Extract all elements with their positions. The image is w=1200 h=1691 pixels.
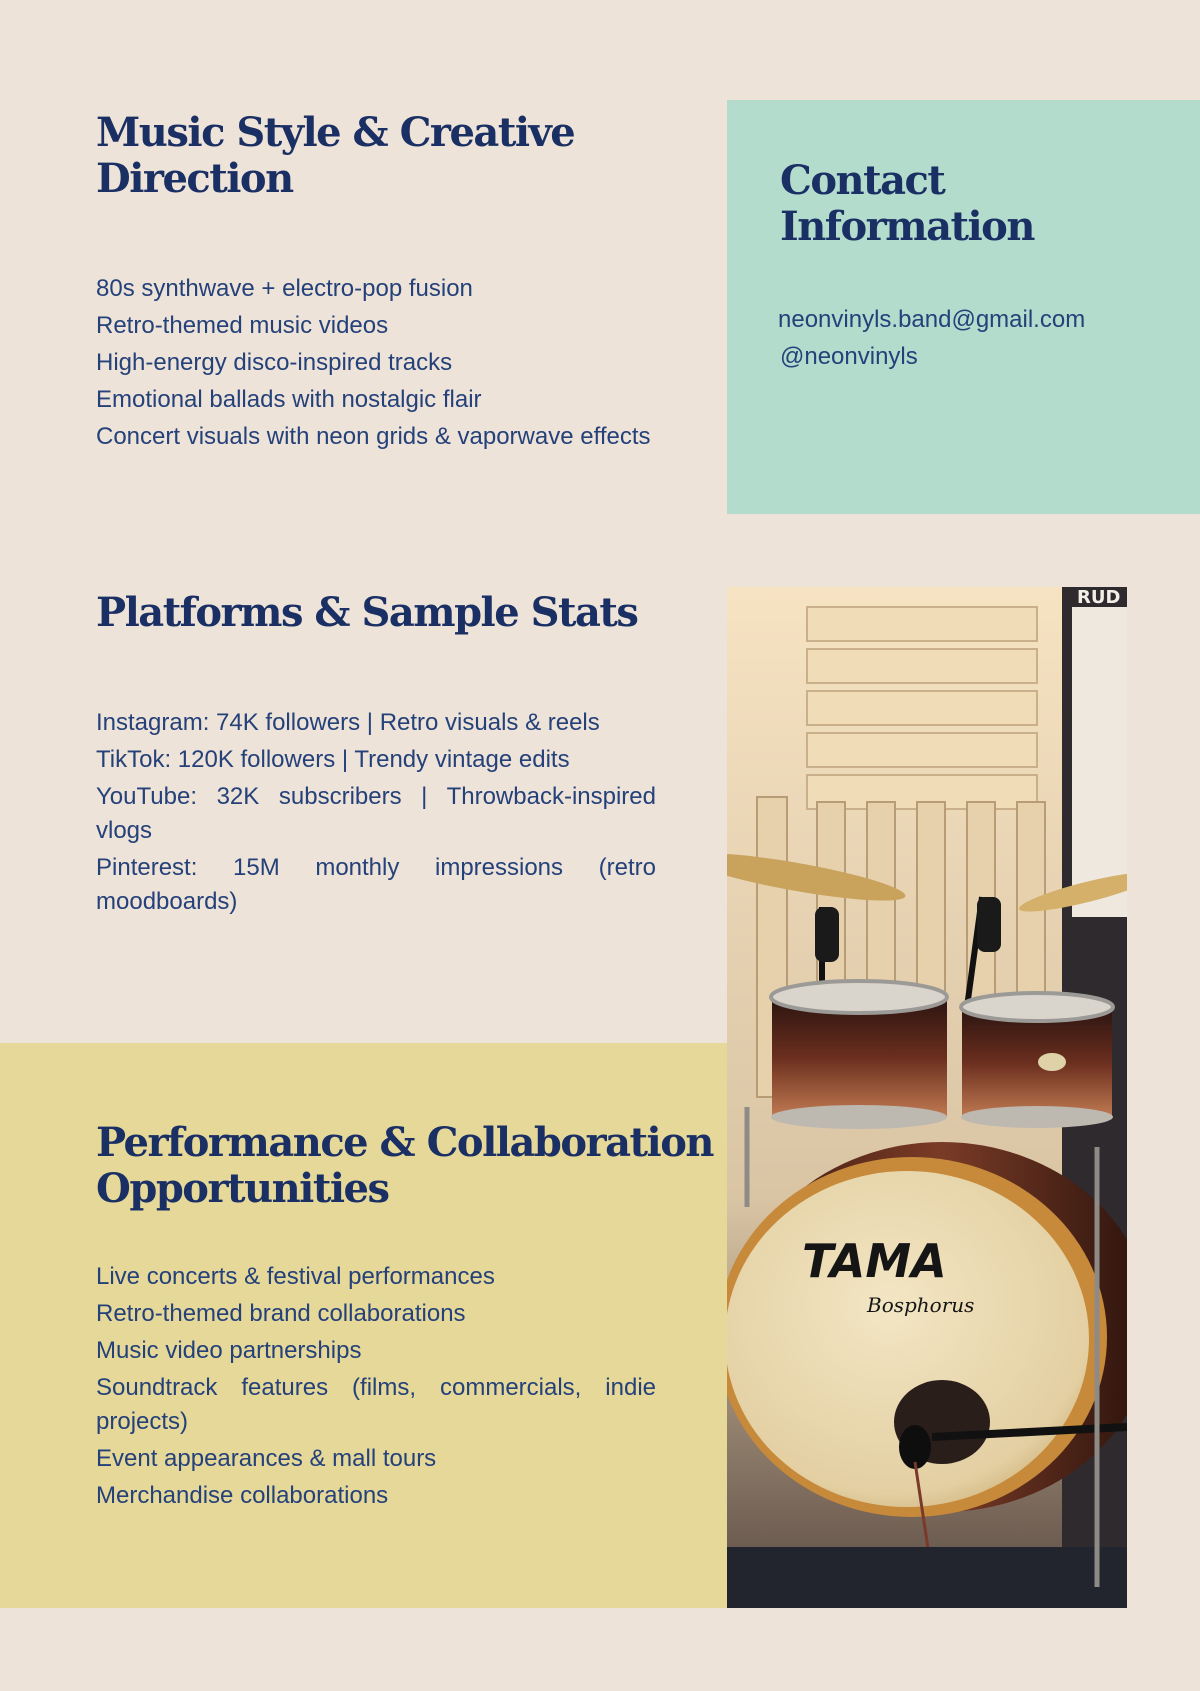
list-item: Soundtrack features (films, commercials, indie projects)	[96, 1374, 656, 1435]
photo-drum-brand: TAMA	[802, 1234, 947, 1288]
list-item: YouTube: 32K subscribers | Throwback-inspired vlogs	[96, 783, 656, 844]
list-item: Music video partnerships	[96, 1337, 362, 1364]
contact-heading-line1: Contact	[780, 157, 945, 204]
list-item: Event appearances & mall tours	[96, 1445, 437, 1472]
list-item: Merchandise collaborations	[96, 1482, 389, 1509]
list-item: Retro-themed music videos	[96, 312, 389, 339]
performance-list	[96, 1260, 656, 1516]
list-item: 80s synthwave + electro-pop fusion	[96, 275, 473, 302]
platforms-heading: Platforms & Sample Stats	[96, 589, 638, 636]
music-style-list	[96, 272, 656, 457]
list-item: Pinterest: 15M monthly impressions (retro moodboards)	[96, 854, 656, 915]
list-item: Instagram: 74K followers | Retro visuals & reels	[96, 709, 600, 736]
list-item: TikTok: 120K followers | Trendy vintage edits	[96, 746, 570, 773]
music-style-heading	[96, 110, 574, 202]
contact-handle[interactable]: @neonvinyls	[780, 343, 918, 370]
photo-sign-text: RUD	[1077, 587, 1121, 608]
list-item: Retro-themed brand collaborations	[96, 1300, 466, 1327]
performance-heading-line2: Opportunities	[96, 1165, 389, 1212]
list-item: Live concerts & festival performances	[96, 1263, 495, 1290]
contact-heading-line2: Information	[780, 203, 1034, 250]
platforms-list	[96, 706, 656, 922]
contact-panel	[727, 100, 1200, 514]
contact-email[interactable]: neonvinyls.band@gmail.com	[778, 306, 1086, 333]
performance-heading	[96, 1120, 713, 1212]
performance-heading-line1: Performance & Collaboration	[96, 1119, 713, 1166]
list-item: High-energy disco-inspired tracks	[96, 349, 453, 376]
list-item: Concert visuals with neon grids & vaporwave effects	[96, 423, 651, 450]
list-item: Emotional ballads with nostalgic flair	[96, 386, 482, 413]
music-style-heading-line2: Direction	[96, 155, 293, 202]
drum-kit-photo	[727, 587, 1127, 1608]
music-style-heading-line1: Music Style & Creative	[96, 109, 575, 156]
photo-cymbal-brand: Bosphorus	[867, 1293, 975, 1317]
contact-heading	[780, 158, 1034, 250]
